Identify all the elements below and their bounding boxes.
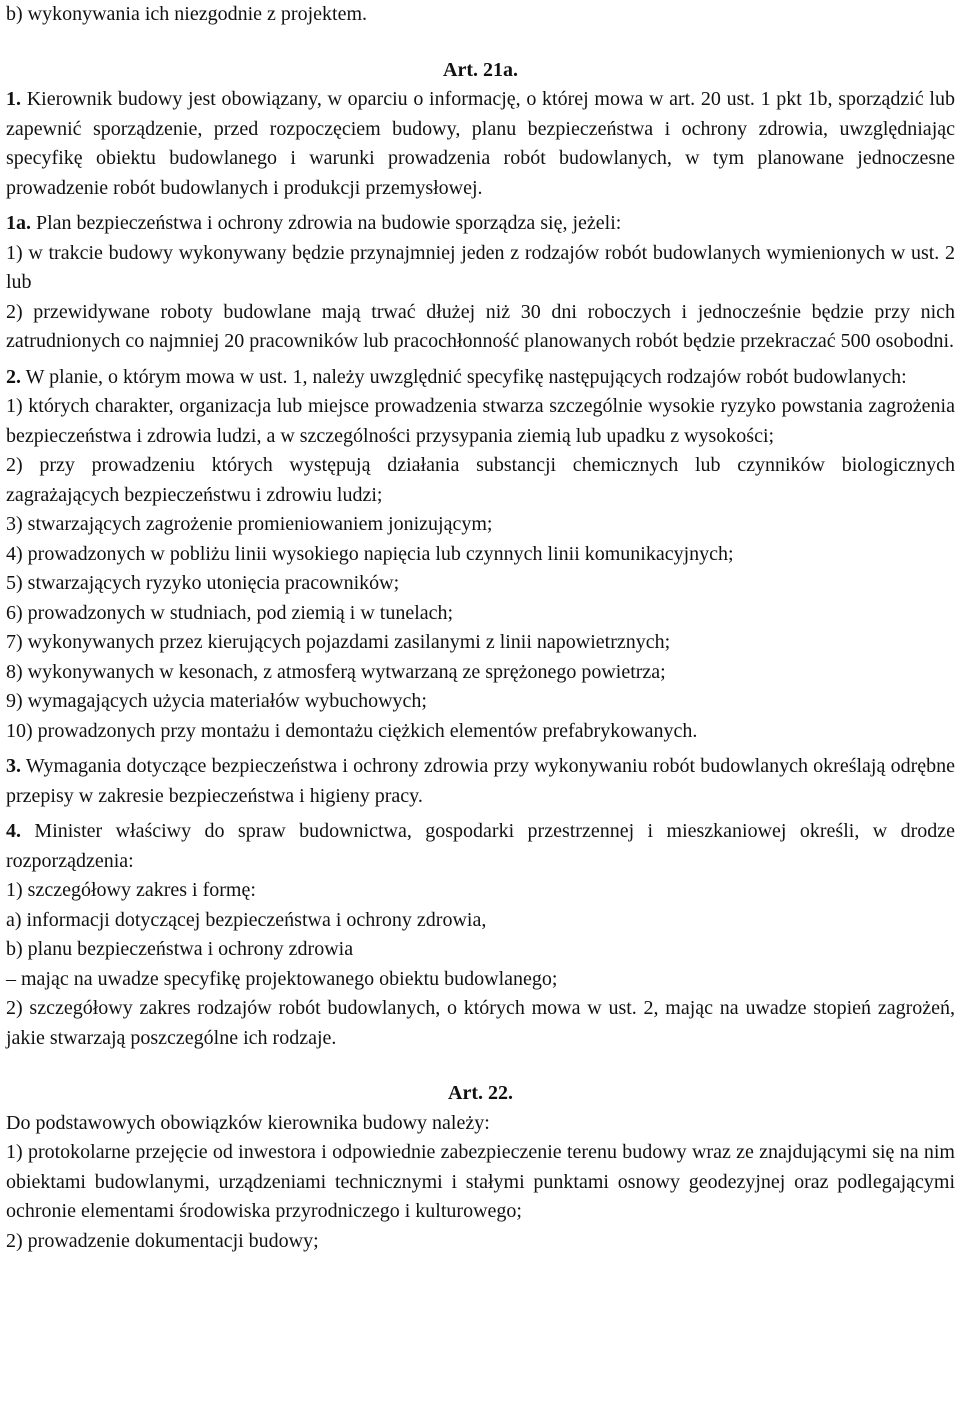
article-21a-section-3: [6, 752, 955, 811]
list-item: 7) wykonywanych przez kierujących pojazdami zasilanymi z linii napowietrznych;: [6, 631, 671, 653]
list-item: – mając na uwadze specyfikę projektowanego obiektu budowlanego;: [6, 967, 558, 990]
article-21a-section-4: [6, 817, 955, 876]
section-number: 1a.: [6, 212, 31, 234]
list-item: b) planu bezpieczeństwa i ochrony zdrowia: [6, 938, 354, 960]
list-item: 2) przewidywane roboty budowlane mają trwać dłużej niż 30 dni roboczych i jednocześnie będzie przy nich zatrudnionych co najmniej 20 pracowników lub pracochłonność planowanych robót będzie przekraczać 500 osobodni.: [6, 300, 955, 352]
list-item: 3) stwarzających zagrożenie promieniowaniem jonizującym;: [6, 513, 493, 535]
section-text: W planie, o którym mowa w ust. 1, należy uwzględnić specyfikę następujących rodzajów robót budowlanych:: [21, 365, 907, 388]
section-number: 2.: [6, 365, 21, 388]
list-item: 2) szczegółowy zakres rodzajów robót budowlanych, o których mowa w ust. 2, mając na uwadze stopień zagrożeń, jakie stwarzają poszczególne ich rodzaje.: [6, 997, 955, 1049]
list-item: 1) protokolarne przejęcie od inwestora i odpowiednie zabezpieczenie terenu budowy wraz ze znajdującymi się na nim obiektami budowlanymi, urządzeniami technicznymi i stałymi punktami osnowy geodezyjnej oraz podlegającymi ochronie elementami środowiska przyrodniczego i kulturowego;: [6, 1141, 955, 1222]
article-21a-section-2: [6, 363, 955, 393]
article-22-heading: Art. 22.: [448, 1082, 513, 1104]
list-item: 2) prowadzenie dokumentacji budowy;: [6, 1229, 319, 1252]
section-text: Kierownik budowy jest obowiązany, w oparciu o informację, o której mowa w art. 20 ust. 1 pkt 1b, sporządzić lub zapewnić sporządzenie, przed rozpoczęciem budowy, planu bezpieczeństwa i ochrony zdrowia, uwzględniając specyfikę obiektu budowlanego i warunki prowadzenia robót budowlanych, w tym planowane jednoczesne prowadzenie robót budowlanych i produkcji przemysłowej.: [6, 88, 955, 199]
section-number: 1.: [6, 88, 21, 110]
list-item: 1) których charakter, organizacja lub miejsce prowadzenia stwarza szczególnie wysokie ryzyko powstania zagrożenia bezpieczeństwa i zdrowia ludzi, a w szczególności przysypania ziemią lub upadku z wysokości;: [6, 395, 955, 447]
section-text: Wymagania dotyczące bezpieczeństwa i ochrony zdrowia przy wykonywaniu robót budowlanych określają odrębne przepisy w zakresie bezpieczeństwa i higieny pracy.: [6, 755, 955, 807]
list-item: 9) wymagających użycia materiałów wybuchowych;: [6, 690, 427, 712]
article-22-intro: Do podstawowych obowiązków kierownika budowy należy:: [6, 1111, 490, 1134]
list-item: 4) prowadzonych w pobliżu linii wysokiego napięcia lub czynnych linii komunikacyjnych;: [6, 542, 734, 565]
list-item: 2) przy prowadzeniu których występują działania substancji chemicznych lub czynników biologicznych zagrażających bezpieczeństwu i zdrowiu ludzi;: [6, 454, 955, 506]
section-text: Plan bezpieczeństwa i ochrony zdrowia na budowie sporządza się, jeżeli:: [31, 212, 622, 234]
article-21a-section-1a: [6, 209, 955, 239]
intro-line: b) wykonywania ich niezgodnie z projektem.: [6, 3, 367, 25]
section-number: 4.: [6, 820, 21, 842]
list-item: 6) prowadzonych w studniach, pod ziemią i w tunelach;: [6, 601, 454, 624]
list-item: 1) szczegółowy zakres i formę:: [6, 879, 256, 901]
list-item: 8) wykonywanych w kesonach, z atmosferą wytwarzaną ze sprężonego powietrza;: [6, 660, 666, 683]
list-item: a) informacji dotyczącej bezpieczeństwa i ochrony zdrowia,: [6, 908, 487, 931]
section-text: Minister właściwy do spraw budownictwa, gospodarki przestrzennej i mieszkaniowej określi, w drodze rozporządzenia:: [6, 820, 955, 872]
article-21a-heading: Art. 21a.: [443, 58, 518, 81]
list-item: 5) stwarzających ryzyko utonięcia pracowników;: [6, 572, 400, 594]
list-item: 10) prowadzonych przy montażu i demontażu ciężkich elementów prefabrykowanych.: [6, 719, 698, 742]
article-21a-section-1: [6, 85, 955, 203]
list-item: 1) w trakcie budowy wykonywany będzie przynajmniej jeden z rodzajów robót budowlanych wymienionych w ust. 2 lub: [6, 241, 955, 293]
section-number: 3.: [6, 755, 21, 777]
